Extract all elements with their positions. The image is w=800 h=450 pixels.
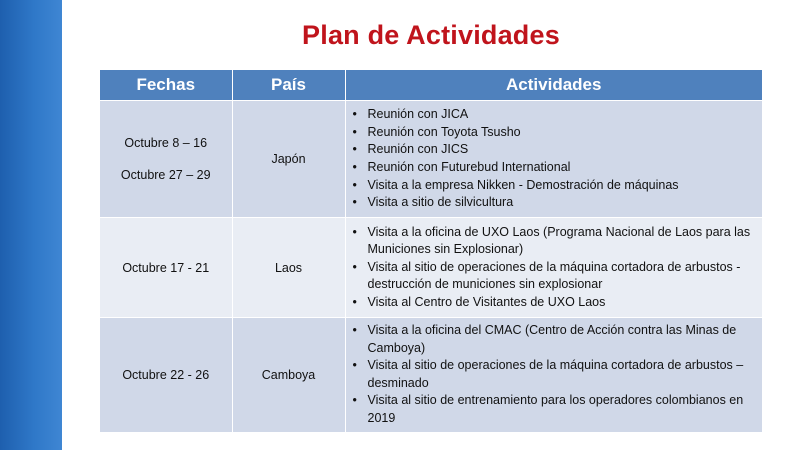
- actividades-cell: [345, 318, 762, 432]
- activity-item: • Visita a la empresa Nikken - Demostración de máquinas: [368, 177, 755, 195]
- actividades-cell: [345, 218, 762, 318]
- activity-item: • Visita al sitio de entrenamiento para los operadores colombianos en 2019: [368, 392, 755, 427]
- activity-item: • Visita a la oficina de UXO Laos (Programa Nacional de Laos para las Municiones sin Explosionar): [368, 224, 755, 259]
- header-actividades: Actividades: [345, 70, 762, 101]
- table-row-camboya: [100, 318, 762, 432]
- activity-item: • Visita al sitio de operaciones de la máquina cortadora de arbustos - destrucción de municiones sin explosionar: [368, 259, 755, 294]
- pais-cell: Camboya: [232, 318, 345, 432]
- activity-item: • Reunión con Futurebud International: [368, 159, 755, 177]
- activity-item: • Visita al sitio de operaciones de la máquina cortadora de arbustos – desminado: [368, 357, 755, 392]
- fecha-line: Octubre 27 – 29: [120, 168, 211, 182]
- activities-table: [100, 70, 762, 432]
- slide-title: Plan de Actividades: [302, 20, 560, 50]
- fechas-cell: [100, 218, 232, 318]
- activity-item: • Visita a sitio de silvicultura: [368, 194, 755, 212]
- header-fechas: Fechas: [100, 70, 232, 101]
- fechas-cell: [100, 101, 232, 218]
- activity-item: • Reunión con JICA: [368, 106, 755, 124]
- activity-item: • Visita al Centro de Visitantes de UXO Laos: [368, 294, 755, 312]
- table-row-japon: [100, 101, 762, 218]
- activity-item: • Visita a la oficina del CMAC (Centro de Acción contra las Minas de Camboya): [368, 322, 755, 357]
- side-accent-bar: [0, 0, 62, 450]
- table-row-laos: [100, 218, 762, 318]
- fechas-cell: [100, 318, 232, 432]
- activity-item: • Reunión con Toyota Tsusho: [368, 124, 755, 142]
- activity-item: • Reunión con JICS: [368, 141, 755, 159]
- fecha-line: Octubre 8 – 16: [124, 136, 208, 150]
- fecha-line: Octubre 17 - 21: [122, 260, 210, 275]
- header-pais: País: [232, 70, 345, 101]
- pais-cell: Laos: [232, 218, 345, 318]
- table-header-row: [100, 70, 762, 101]
- pais-cell: Japón: [232, 101, 345, 218]
- actividades-cell: [345, 101, 762, 218]
- fecha-line: Octubre 22 - 26: [122, 367, 210, 382]
